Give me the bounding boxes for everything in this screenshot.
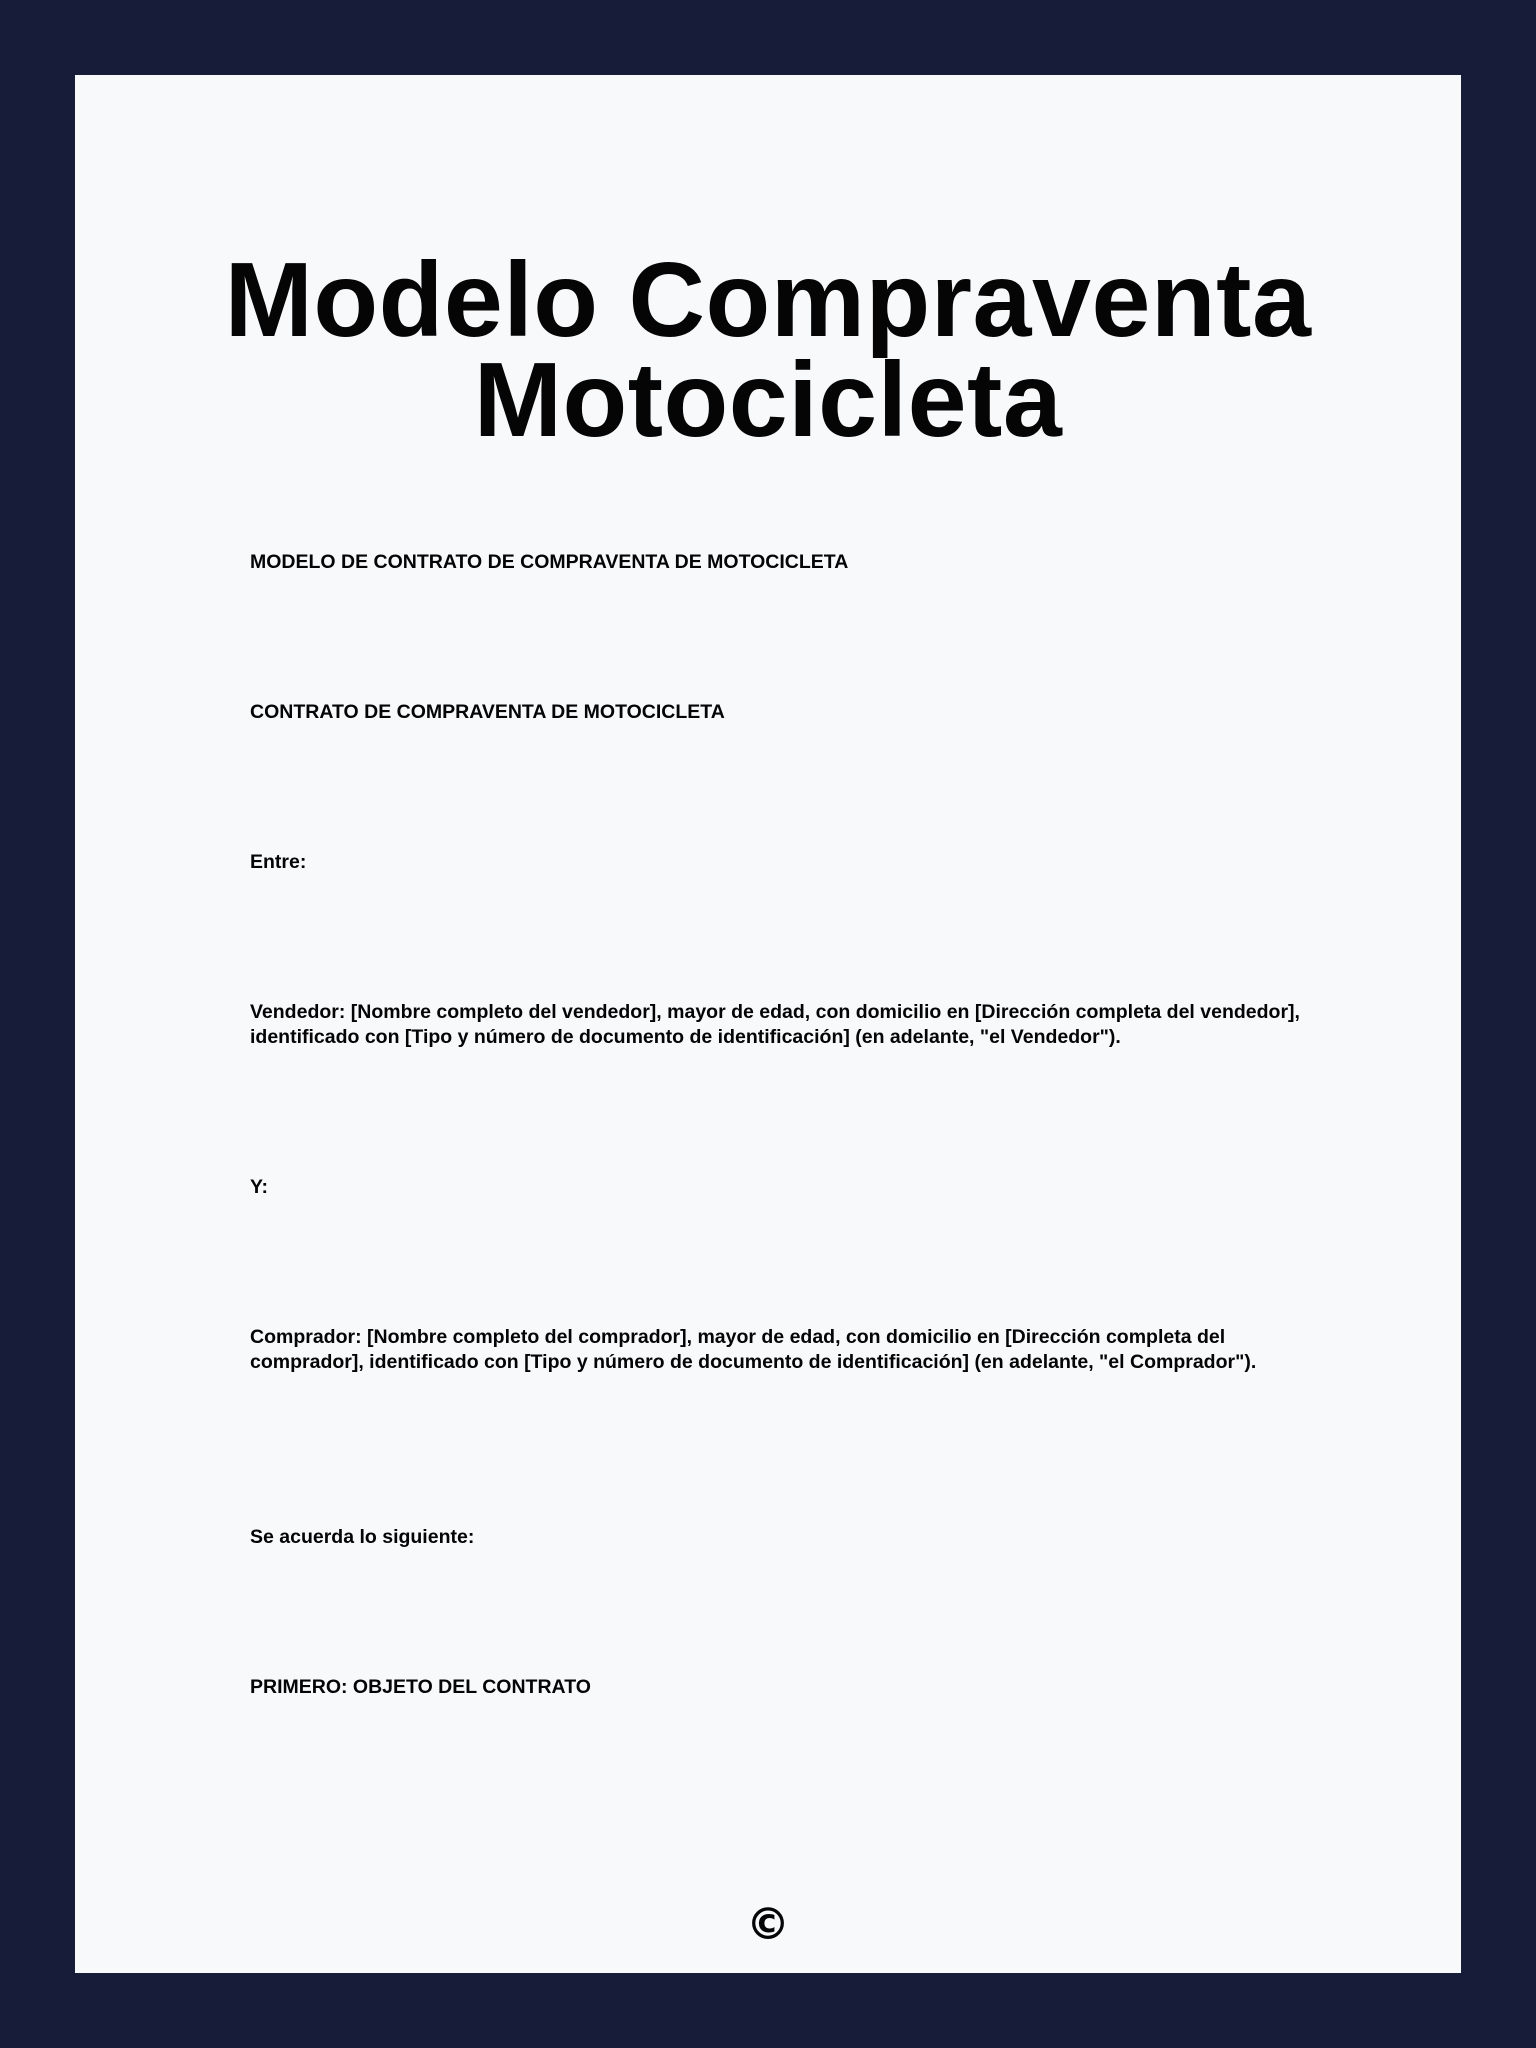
copyright-icon: © <box>746 1899 790 1950</box>
paragraph-and: Y: <box>250 1176 269 1198</box>
paragraph-between: Entre: <box>250 851 307 873</box>
paragraph-heading-model: MODELO DE CONTRATO DE COMPRAVENTA DE MOTOCICLETA <box>250 551 849 573</box>
paragraph-agreement: Se acuerda lo siguiente: <box>250 1526 475 1548</box>
document-page <box>75 75 1461 1973</box>
paragraph-seller: Vendedor: [Nombre completo del vendedor], mayor de edad, con domicilio en [Dirección completa del vendedor], identificado con [Tipo y número de documento de identificación] (en adelante, "el Vendedor"). <box>250 1001 1300 1048</box>
paragraph-buyer: Comprador: [Nombre completo del comprador], mayor de edad, con domicilio en [Dirección completa del comprador], identificado con [Tipo y número de documento de identificación] (en adelante, "el Comprador"). <box>250 1326 1257 1373</box>
title-line-2: Motocicleta <box>473 341 1063 459</box>
paragraph-first-clause: PRIMERO: OBJETO DEL CONTRATO <box>250 1676 591 1698</box>
title-line-1: Modelo Compraventa <box>224 241 1312 359</box>
paragraph-heading-contract: CONTRATO DE COMPRAVENTA DE MOTOCICLETA <box>250 701 725 723</box>
document-title <box>75 241 1461 459</box>
